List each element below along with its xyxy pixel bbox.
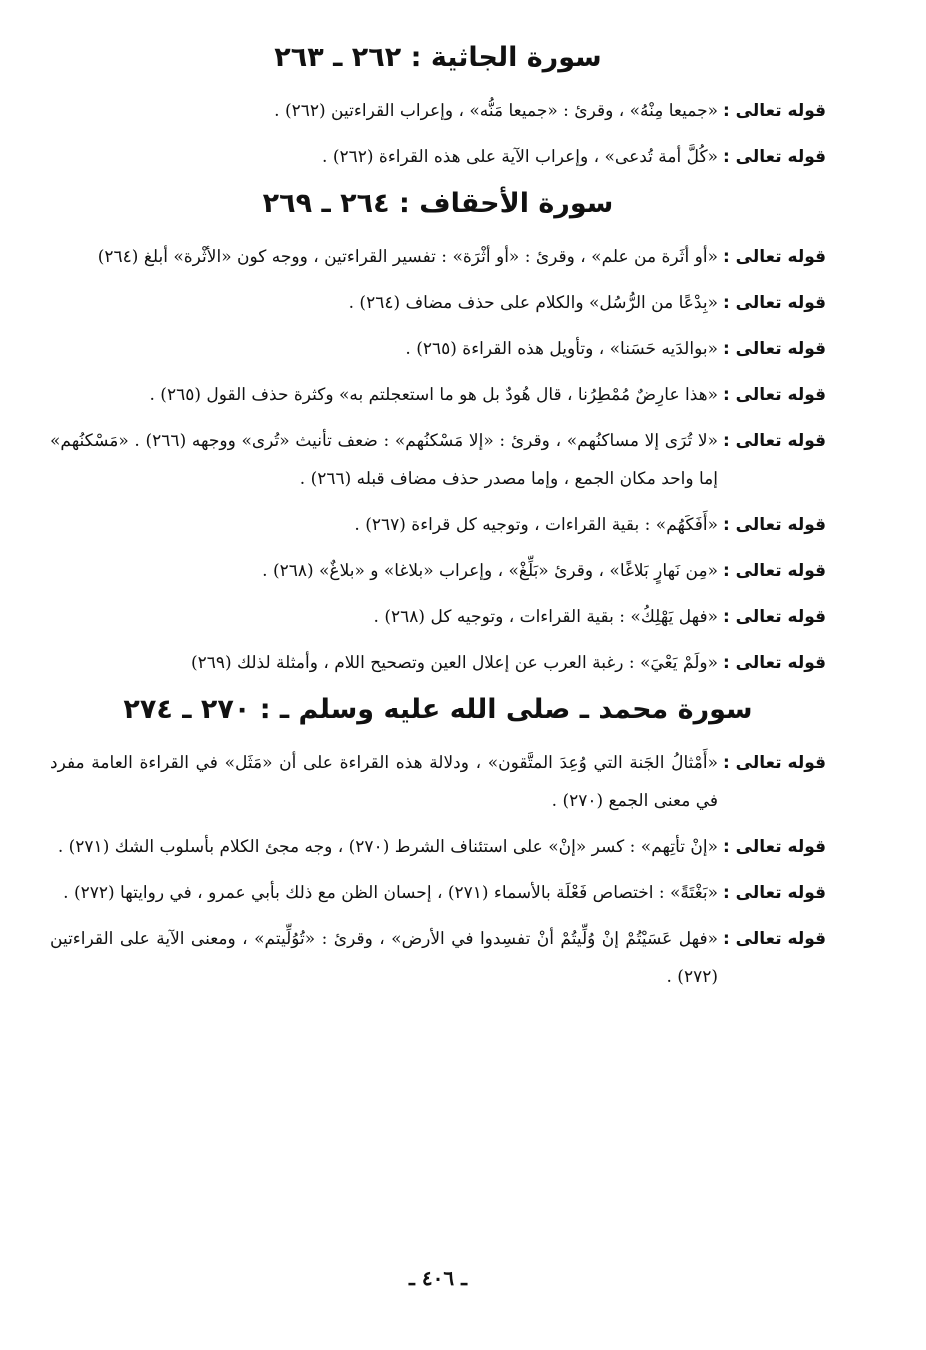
entry-text: «هذا عارِضٌ مُمْطِرُنا ، قال هُودٌ بل هو ما استعجلتم به» وكثرة حذف القول (٢٦٥) . [149, 385, 718, 405]
section-al-ahqaf [50, 184, 826, 682]
entry-text: «كُلَّ أمة تُدعى» ، وإعراب الآية على هذه القراءة (٢٦٢) . [322, 147, 718, 167]
entry-text: «جميعا مِنْهُ» ، وقرئ : «جميعا مَنُّه» ، وإعراب القراءتين (٢٦٢) . [274, 101, 718, 121]
section-title: سورة محمد ـ صلى الله عليه وسلم ـ : ٢٧٠ ـ ٢٧٤ [123, 694, 753, 725]
entry [50, 644, 826, 682]
entry [50, 828, 826, 866]
entry [50, 238, 826, 276]
entry-text: «إنْ تأتِهم» : كسر «إنْ» على استئناف الشرط (٢٧٠) ، وجه مجئ الكلام بأسلوب الشك (٢٧١) . [57, 837, 718, 857]
entry-label: قوله تعالى : [722, 247, 826, 267]
entry-label: قوله تعالى : [722, 883, 826, 903]
entry-label: قوله تعالى : [722, 431, 826, 451]
section-muhammad [50, 690, 826, 996]
entry-text: «لا تُرَى إلا مساكنُهم» ، وقرئ : «إلا مَسْكنُهم» : ضعف تأنيث «تُرى» ووجهه (٢٦٦) . «مَسْكنُهم» إما واحد مكان الجمع ، وإما مصدر حذف مضاف قبله (٢٦٦) . [50, 431, 718, 489]
entry-label: قوله تعالى : [722, 837, 826, 857]
entry-label: قوله تعالى : [722, 293, 826, 313]
entry [50, 506, 826, 544]
entry-label: قوله تعالى : [722, 753, 826, 773]
entry [50, 422, 826, 498]
entry-text: «أَفَكَهُم» : بقية القراءات ، وتوجيه كل قراءة (٢٦٧) . [354, 515, 718, 535]
entry-text: «أَمْثالُ الجَنة التي وُعِدَ المتَّقون» ، ودلالة هذه القراءة على أن «مَثَل» في القراءة العامة مفرد في معنى الجمع (٢٧٠) . [50, 753, 718, 811]
entry-text: «مِن نَهارٍ بَلاغًا» ، وقرئ «بَلِّغْ» ، وإعراب «بلاغا» و «بلاغٌ» (٢٦٨) . [262, 561, 718, 581]
entry [50, 330, 826, 368]
entry [50, 376, 826, 414]
entry-label: قوله تعالى : [722, 607, 826, 627]
entry-label: قوله تعالى : [722, 339, 826, 359]
entry-text: «فهل يَهْلِكُ» : بقية القراءات ، وتوجيه كل (٢٦٨) . [373, 607, 718, 627]
entry-label: قوله تعالى : [722, 515, 826, 535]
entry-text: «فهل عَسَيْتُمْ إنْ وُلِّيتُمْ أنْ تفسِدوا في الأرض» ، وقرئ : «تُوُلِّيتم» ، ومعنى الآية على القراءتين (٢٧٢) . [50, 929, 718, 987]
section-al-jathiya [50, 38, 826, 176]
entry [50, 598, 826, 636]
entry [50, 92, 826, 130]
entry-text: «أو أثَرة من علم» ، وقرئ : «أو أثْرَة» : تفسير القراءتين ، ووجه كون «الأثْرة» أبلغ (٢٦٤) [97, 247, 718, 267]
entry-label: قوله تعالى : [722, 101, 826, 121]
entry-text: «ولَمْ يَعْيَ» : رغبة العرب عن إعلال العين وتصحيح اللام ، وأمثلة لذلك (٢٦٩) [190, 653, 718, 673]
entry-label: قوله تعالى : [722, 385, 826, 405]
entry-label: قوله تعالى : [722, 561, 826, 581]
section-title: سورة الأحقاف : ٢٦٤ ـ ٢٦٩ [262, 188, 614, 219]
entry-label: قوله تعالى : [722, 147, 826, 167]
entry [50, 874, 826, 912]
entry-label: قوله تعالى : [722, 929, 826, 949]
entry [50, 744, 826, 820]
page-number: ـ ٤٠٦ ـ [409, 1266, 467, 1290]
entry [50, 552, 826, 590]
entry-text: «بوالدَيه حَسَنا» ، وتأويل هذه القراءة (٢٦٥) . [405, 339, 718, 359]
entry [50, 920, 826, 996]
section-title: سورة الجاثية : ٢٦٢ ـ ٢٦٣ [274, 42, 602, 73]
entry [50, 138, 826, 176]
entry-text: «بِدْعًا من الرُّسُل» والكلام على حذف مضاف (٢٦٤) . [348, 293, 718, 313]
entry [50, 284, 826, 322]
document-page [50, 30, 826, 1330]
entry-label: قوله تعالى : [722, 653, 826, 673]
entry-text: «بَغْتَةً» : اختصاص فَعْلَة بالأسماء (٢٧١) ، إحسان الظن مع ذلك بأبي عمرو ، في روايتها (٢٧٢) . [63, 883, 718, 903]
